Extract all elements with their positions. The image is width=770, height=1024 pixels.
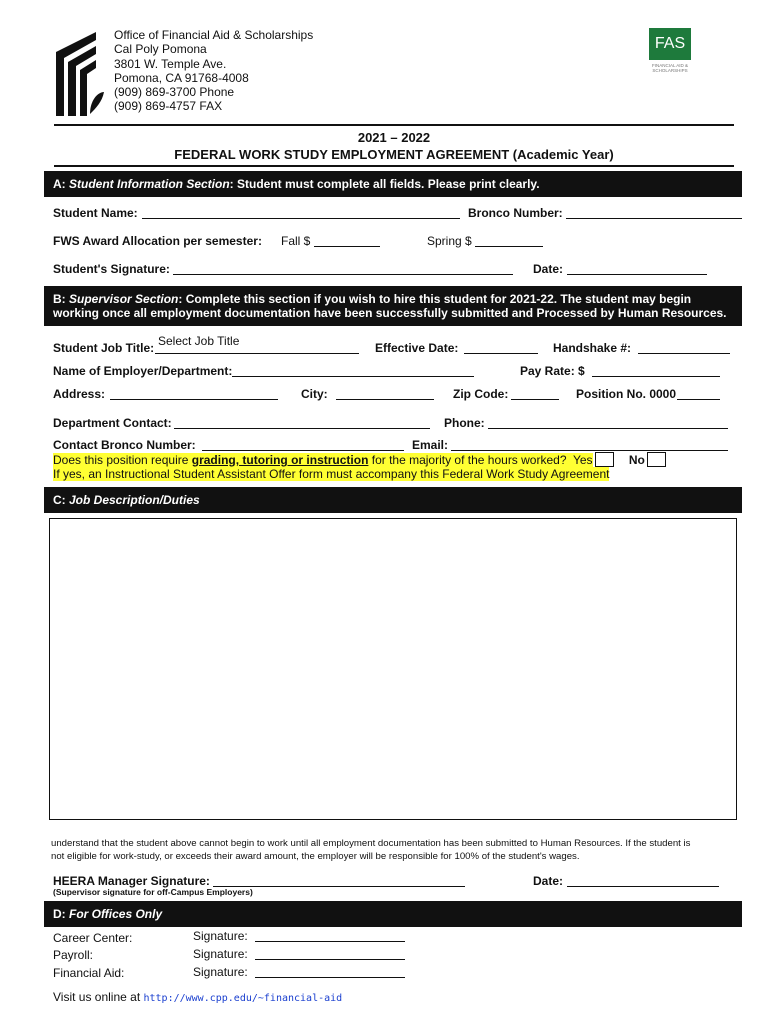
job-title-dropdown[interactable] xyxy=(155,334,359,354)
heera-signature-label: HEERA Manager Signature: xyxy=(53,874,210,888)
yes-checkbox[interactable] xyxy=(595,452,614,467)
dept-contact-label: Department Contact: xyxy=(53,416,172,430)
section-d-title: For Offices Only xyxy=(69,907,163,921)
student-date-field[interactable] xyxy=(567,262,707,275)
email-label: Email: xyxy=(412,438,449,452)
office-row-career xyxy=(53,931,132,945)
city-label: City: xyxy=(301,387,328,401)
isa-question-pre: Does this position require xyxy=(53,453,192,467)
isa-question-emphasis: grading, tutoring or instruction xyxy=(191,453,369,467)
effective-date-label: Effective Date: xyxy=(375,341,459,355)
career-center-signature-field[interactable] xyxy=(255,929,405,942)
agreement-text xyxy=(51,837,741,863)
cpp-logo xyxy=(54,22,104,118)
isa-note xyxy=(53,467,609,481)
fas-logo-box xyxy=(649,28,691,60)
student-signature-field[interactable] xyxy=(173,262,513,275)
section-c-prefix: C: xyxy=(53,493,69,507)
form-year: 2021 – 2022 xyxy=(357,130,431,145)
employer-field[interactable] xyxy=(232,364,474,377)
section-b-title: Supervisor Section xyxy=(69,292,179,306)
fws-allocation-label: FWS Award Allocation per semester: xyxy=(53,234,262,248)
student-name-label: Student Name: xyxy=(53,206,138,220)
office-line: Office of Financial Aid & Scholarships xyxy=(114,28,314,42)
section-b-header xyxy=(44,286,742,326)
spring-label: Spring $ xyxy=(427,234,472,248)
email-field[interactable] xyxy=(451,438,728,451)
section-a-header xyxy=(44,171,742,197)
student-name-field[interactable] xyxy=(142,206,460,219)
heera-note: (Supervisor signature for off-Campus Employers) xyxy=(53,887,253,897)
isa-note-text: If yes, an Instructional Student Assistant Offer form must accompany this Federal Work Study Agreement xyxy=(53,467,610,481)
student-signature-label: Student's Signature: xyxy=(53,262,170,276)
financial-aid-link[interactable]: http://www.cpp.edu/~financial-aid xyxy=(143,993,343,1004)
handshake-field[interactable] xyxy=(638,341,730,354)
position-field[interactable] xyxy=(677,387,720,400)
office-line: 3801 W. Temple Ave. xyxy=(114,56,227,71)
phone-label: Phone: xyxy=(444,416,485,430)
footer-visit-text: Visit us online at xyxy=(53,990,144,1004)
payroll-signature-field[interactable] xyxy=(255,947,405,960)
position-label: Position No. 0000 xyxy=(576,387,677,401)
pay-rate-field[interactable] xyxy=(592,364,720,377)
fas-logo xyxy=(648,28,692,78)
office-row-financial-aid xyxy=(53,966,124,980)
section-d-prefix: D: xyxy=(53,907,69,921)
heera-signature-field[interactable] xyxy=(213,874,465,887)
section-b-instructions-1: : Complete this section if you wish to hire this student for 2021-22. The student may begin xyxy=(178,292,692,306)
financial-aid-signature-field[interactable] xyxy=(255,965,405,978)
section-d-header xyxy=(44,901,742,927)
agreement-line-2: not eligible for work-study, or exceeds their award amount, the employer will be responsible for 100% of the student's wages. xyxy=(51,851,580,862)
section-c-header xyxy=(44,487,742,513)
zip-label: Zip Code: xyxy=(453,387,509,401)
office-row-payroll xyxy=(53,948,93,962)
signature-label: Signature: xyxy=(193,965,248,979)
heera-date-field[interactable] xyxy=(567,874,719,887)
handshake-label: Handshake #: xyxy=(553,341,632,355)
contact-bronco-field[interactable] xyxy=(202,438,404,451)
office-name: Financial Aid: xyxy=(53,966,125,980)
isa-question-post: for the majority of the hours worked? xyxy=(368,453,567,467)
section-b-prefix: B: xyxy=(53,292,69,306)
office-line: Pomona, CA 91768-4008 xyxy=(114,70,249,85)
section-a-prefix: A: xyxy=(53,177,69,191)
cpp-logo-icon xyxy=(54,22,104,118)
header-divider-bottom xyxy=(54,165,734,167)
fas-logo-subtext: FINANCIAL AID & SCHOLARSHIPS xyxy=(651,63,689,73)
section-b-instructions-2: working once all employment documentation have been successfully submitted and Processed by Human Resources. xyxy=(53,306,727,320)
job-title-label: Student Job Title: xyxy=(53,341,155,355)
phone-field[interactable] xyxy=(488,416,728,429)
section-c-title: Job Description/Duties xyxy=(69,493,200,507)
form-title: FEDERAL WORK STUDY EMPLOYMENT AGREEMENT (Academic Year) xyxy=(174,147,614,162)
city-field[interactable] xyxy=(336,387,434,400)
office-name: Payroll: xyxy=(53,948,94,962)
office-address-block xyxy=(114,28,313,114)
contact-bronco-label: Contact Bronco Number: xyxy=(53,438,196,452)
office-line: Cal Poly Pomona xyxy=(114,42,207,57)
fall-label: Fall $ xyxy=(281,234,311,248)
no-checkbox[interactable] xyxy=(647,452,666,467)
bronco-number-field[interactable] xyxy=(566,206,742,219)
office-name: Career Center: xyxy=(53,931,133,945)
employer-label: Name of Employer/Department: xyxy=(53,364,233,378)
no-label: No xyxy=(628,453,645,467)
signature-label: Signature: xyxy=(193,947,248,961)
section-a-instructions: : Student must complete all fields. Please print clearly. xyxy=(229,177,540,191)
isa-question xyxy=(53,452,666,467)
footer xyxy=(53,990,342,1004)
section-a-title: Student Information Section xyxy=(69,177,230,191)
job-description-field[interactable] xyxy=(49,518,737,820)
pay-rate-label: Pay Rate: $ xyxy=(520,364,585,378)
student-date-label: Date: xyxy=(533,262,564,276)
office-line: (909) 869-3700 Phone xyxy=(114,85,235,100)
effective-date-field[interactable] xyxy=(464,341,538,354)
agreement-line-1: understand that the student above cannot begin to work until all employment documentation has been submitted to Human Resources. If the student is xyxy=(51,838,691,849)
address-label: Address: xyxy=(53,387,106,401)
zip-field[interactable] xyxy=(511,387,559,400)
header-divider-top xyxy=(54,124,734,126)
isa-question-text xyxy=(53,453,593,467)
address-field[interactable] xyxy=(110,387,278,400)
dept-contact-field[interactable] xyxy=(174,416,430,429)
signature-label: Signature: xyxy=(193,929,248,943)
heera-date-label: Date: xyxy=(533,874,564,888)
spring-amount-field[interactable] xyxy=(475,234,543,247)
office-line: (909) 869-4757 FAX xyxy=(114,99,223,114)
bronco-number-label: Bronco Number: xyxy=(468,206,563,220)
yes-label: Yes xyxy=(572,453,593,467)
fas-logo-text: FAS xyxy=(654,35,686,52)
job-title-value: Select Job Title xyxy=(158,334,240,348)
fall-amount-field[interactable] xyxy=(314,234,380,247)
